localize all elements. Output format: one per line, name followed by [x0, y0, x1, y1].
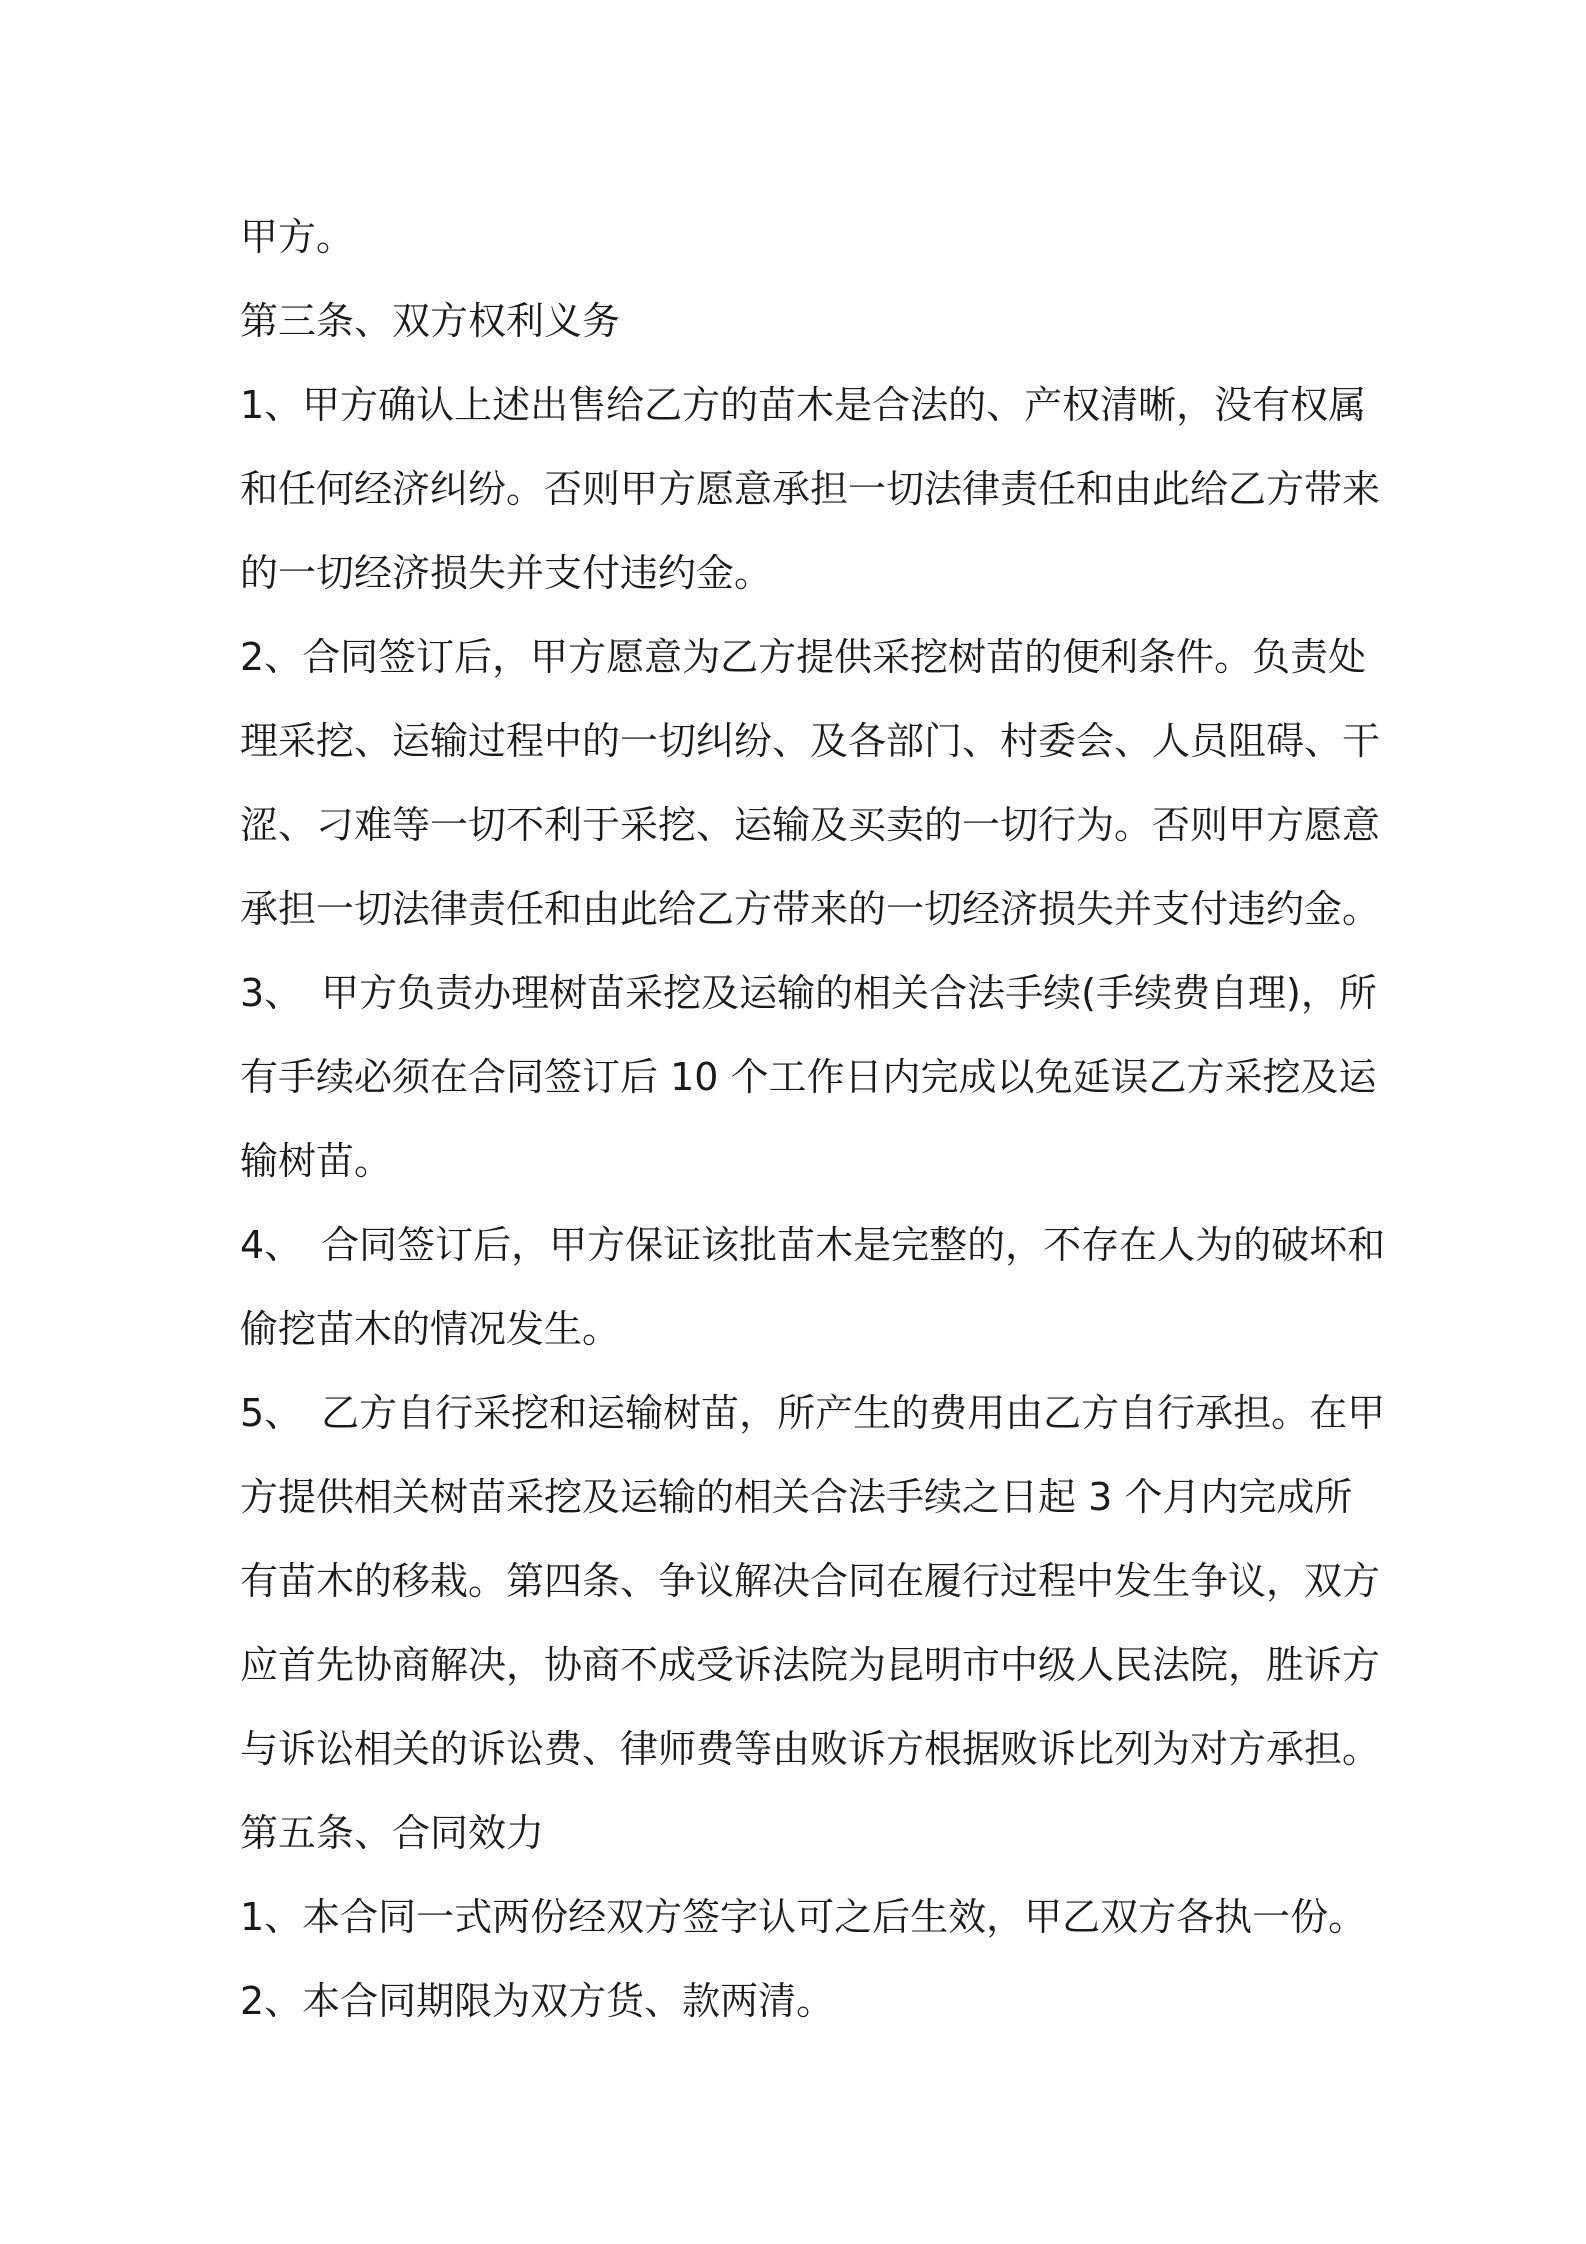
text-line: 与诉讼相关的诉讼费、律师费等由败诉方根据败诉比列为对方承担。: [240, 1727, 1381, 1771]
section-heading: 第三条、双方权利义务: [240, 299, 621, 343]
text-line: 4、 合同签订后，甲方保证该批苗木是完整的，不存在人为的破坏和: [240, 1223, 1386, 1267]
text-line: 方提供相关树苗采挖及运输的相关合法手续之日起 3 个月内完成所: [240, 1475, 1353, 1519]
text-line: 输树苗。: [240, 1139, 393, 1183]
text-line: 2、合同签订后，甲方愿意为乙方提供采挖树苗的便利条件。负责处: [240, 635, 1367, 679]
text-line: 承担一切法律责任和由此给乙方带来的一切经济损失并支付违约金。: [240, 887, 1381, 931]
section-heading: 第五条、合同效力: [240, 1811, 545, 1855]
text-line: 偷挖苗木的情况发生。: [240, 1307, 621, 1351]
text-line: 理采挖、运输过程中的一切纠纷、及各部门、村委会、人员阻碍、干: [240, 719, 1381, 763]
text-line: 2、本合同期限为双方货、款两清。: [240, 1979, 835, 2023]
document-body: [240, 195, 1386, 2043]
text-line: 涩、刁难等一切不利于采挖、运输及买卖的一切行为。否则甲方愿意: [240, 803, 1381, 847]
text-line: 的一切经济损失并支付违约金。: [240, 551, 773, 595]
text-line: 甲方。: [240, 215, 355, 259]
text-line: 5、 乙方自行采挖和运输树苗，所产生的费用由乙方自行承担。在甲: [240, 1391, 1386, 1435]
text-line: 应首先协商解决，协商不成受诉法院为昆明市中级人民法院，胜诉方: [240, 1643, 1381, 1687]
text-line: 1、甲方确认上述出售给乙方的苗木是合法的、产权清晰，没有权属: [240, 383, 1367, 427]
text-line: 1、本合同一式两份经双方签字认可之后生效，甲乙双方各执一份。: [240, 1895, 1367, 1939]
text-line: 3、 甲方负责办理树苗采挖及运输的相关合法手续(手续费自理)，所: [240, 971, 1377, 1015]
text-line: 有苗木的移栽。第四条、争议解决合同在履行过程中发生争议，双方: [240, 1559, 1381, 1603]
text-line: 有手续必须在合同签订后 10 个工作日内完成以免延误乙方采挖及运: [240, 1055, 1377, 1099]
text-line: 和任何经济纠纷。否则甲方愿意承担一切法律责任和由此给乙方带来: [240, 467, 1381, 511]
